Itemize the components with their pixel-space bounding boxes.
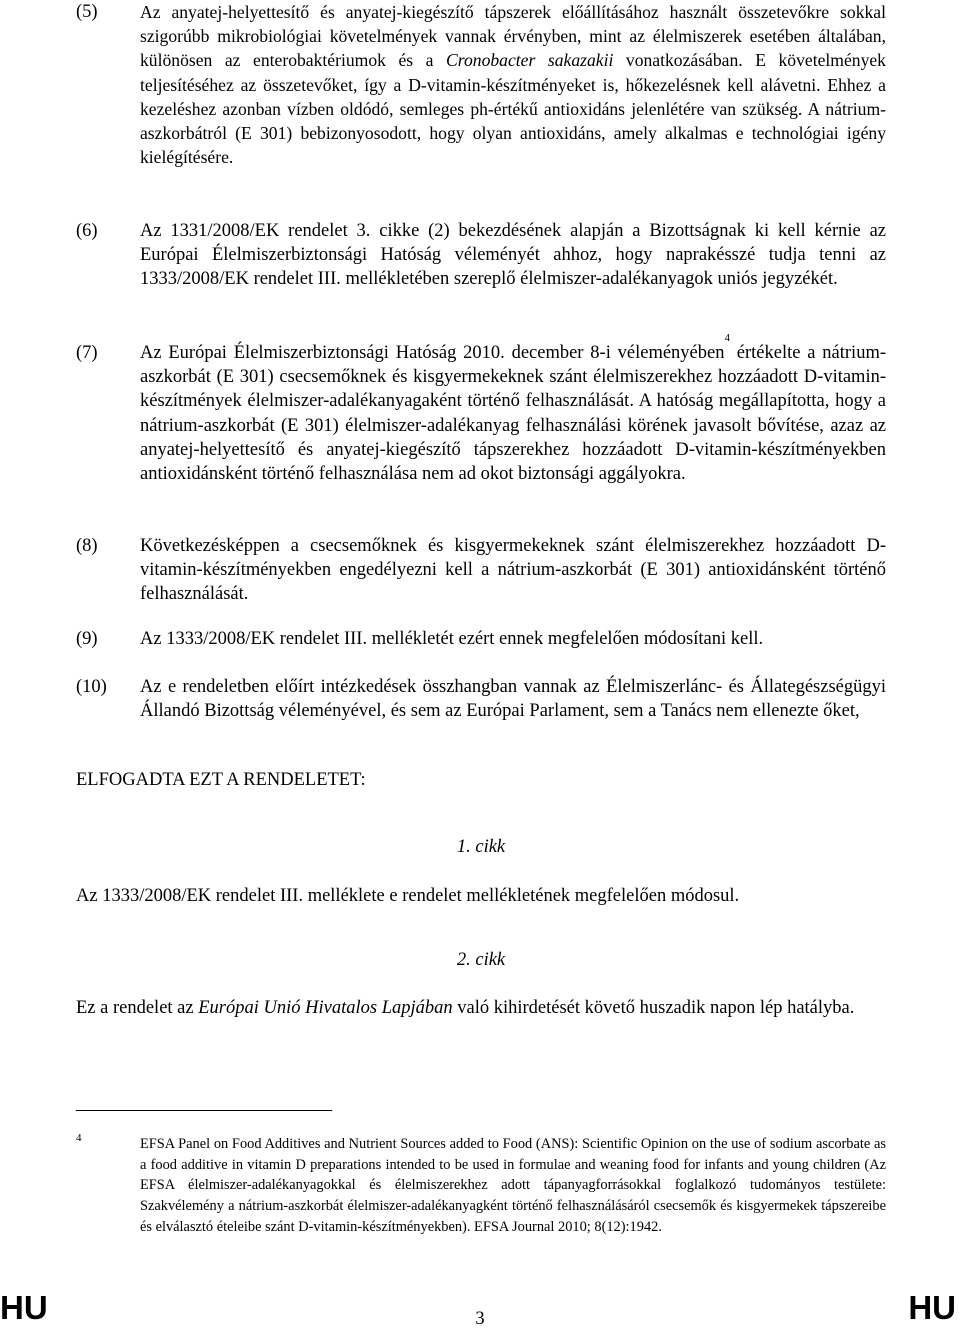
recital-number: (10): [76, 677, 107, 697]
footnote-separator: [76, 1110, 332, 1111]
recital-number: (9): [76, 629, 98, 649]
language-code-left: HU: [0, 1289, 48, 1326]
journal-name: Európai Unió Hivatalos Lapjában: [198, 998, 453, 1018]
article-1-text: Az 1333/2008/EK rendelet III. melléklete e rendelet mellékletének megfelelően módosul.: [76, 886, 740, 906]
recital-text: Az Európai Élelmiszerbiztonsági Hatóság 2010. december 8-i véleményében$^4$ értékelte a nátrium-aszkorbát (E 301) csecsemőknek és kisgyermekeknek szánt élelmiszerekhez hozzáadott D-vitamin-készítmények élelmiszer-adalékanyagaként történő felhasználását. A hatóság megállapította, hogy a nátrium-aszkorbát (E 301) élelmiszer-adalékanyag felhasználási körének javasolt bővítése, azaz az anyatej-helyettesítő és anyatej-kiegészítő tápszerekhez hozzáadott D-vitamin-készítményekben antioxidánsként történő felhasználása nem ad okot biztonsági aggályokra.: [140, 332, 887, 485]
article-2-text: Ez a rendelet az Európai Unió Hivatalos Lapjában való kihirdetését követő huszadik napon lép hatályba.: [76, 998, 855, 1018]
recital-8: [76, 534, 886, 607]
recital-6: [76, 219, 886, 292]
recital-text: Az anyatej-helyettesítő és anyatej-kiegészítő tápszerek előállításához használt összetevőkre sokkal szigorúbb mikrobiológiai követelmények vannak érvényben, mint az élelmiszerek esetében általában, különösen az enterobaktériumok és a Cronobacter sakazakii vonatkozásában. E követelmények teljesítéséhez az összetevőket, így a D-vitamin-készítményeket is, hőkezelésnek kell alávetni. Ehhez a kezeléshez azonban vízben oldódó, semleges ph-értékű antioxidáns jelenlétére van szükség. A nátrium-aszkorbátról (E 301) bebizonyosodott, hogy olyan antioxidáns, amely alkalmas e technológiai igény kielégítésére.: [140, 2, 886, 168]
footnote-number: 4: [76, 1132, 82, 1144]
recital-text: Következésképpen a csecsemőknek és kisgyermekeknek szánt élelmiszerekhez hozzáadott D-vitamin-készítményekben engedélyezni kell a nátrium-aszkorbát (E 301) antioxidánsként történő felhasználását.: [140, 536, 886, 605]
recital-number: (6): [76, 221, 98, 241]
recital-10: [76, 675, 886, 723]
recital-text: Az 1331/2008/EK rendelet 3. cikke (2) bekezdésének alapján a Bizottságnak ki kell kérnie az Európai Élelmiszerbiztonsági Hatóság véleményét ahhoz, hogy naprakésszé tudja tenni az 1333/2008/EK rendelet III. mellékletében szereplő élelmiszer-adalékanyagok uniós jegyzékét.: [140, 221, 886, 290]
article-2-title: 2. cikk: [456, 950, 506, 970]
footnote-text: EFSA Panel on Food Additives and Nutrient Sources added to Food (ANS): Scientific Opinion on the use of sodium ascorbate as a food additive in vitamin D preparations intended to be used in formulae and weaning food for infants and young children (Az EFSA élelmiszer-adalékanyagokkal és élelmiszerekhez adott tápanyagforrásokkal foglalkozó tudományos testülete: Szakvélemény a nátrium-aszkorbát élelmiszer-adalékanyagként történő felhasználásáról csecsemők és kisgyermekek tápszereibe és elválasztó ételeibe szánt D-vitamin-készítményekben). EFSA Journal 2010; 8(12):1942.: [140, 1136, 886, 1235]
footnote: [76, 1134, 886, 1238]
footnote-reference[interactable]: 4: [724, 332, 730, 344]
recital-text: Az 1333/2008/EK rendelet III. mellékletét ezért ennek megfelelően módosítani kell.: [140, 629, 764, 649]
recital-number: (5): [76, 2, 98, 22]
recital-5: [76, 0, 886, 169]
language-code-right: HU: [908, 1289, 956, 1326]
recital-number: (7): [76, 343, 98, 363]
recital-9: [76, 627, 886, 651]
species-name: Cronobacter sakazakii: [446, 50, 614, 71]
recital-7: [76, 332, 887, 486]
adoption-formula: ELFOGADTA EZT A RENDELETET:: [76, 770, 366, 790]
article-1-title: 1. cikk: [456, 837, 506, 857]
recital-text: Az e rendeletben előírt intézkedések összhangban vannak az Élelmiszerlánc- és Állategészségügyi Állandó Bizottság véleményével, és sem az Európai Parlament, sem a Tanács nem ellenezte őket,: [140, 677, 886, 722]
recital-number: (8): [76, 536, 98, 556]
page-number: 3: [475, 1309, 485, 1329]
